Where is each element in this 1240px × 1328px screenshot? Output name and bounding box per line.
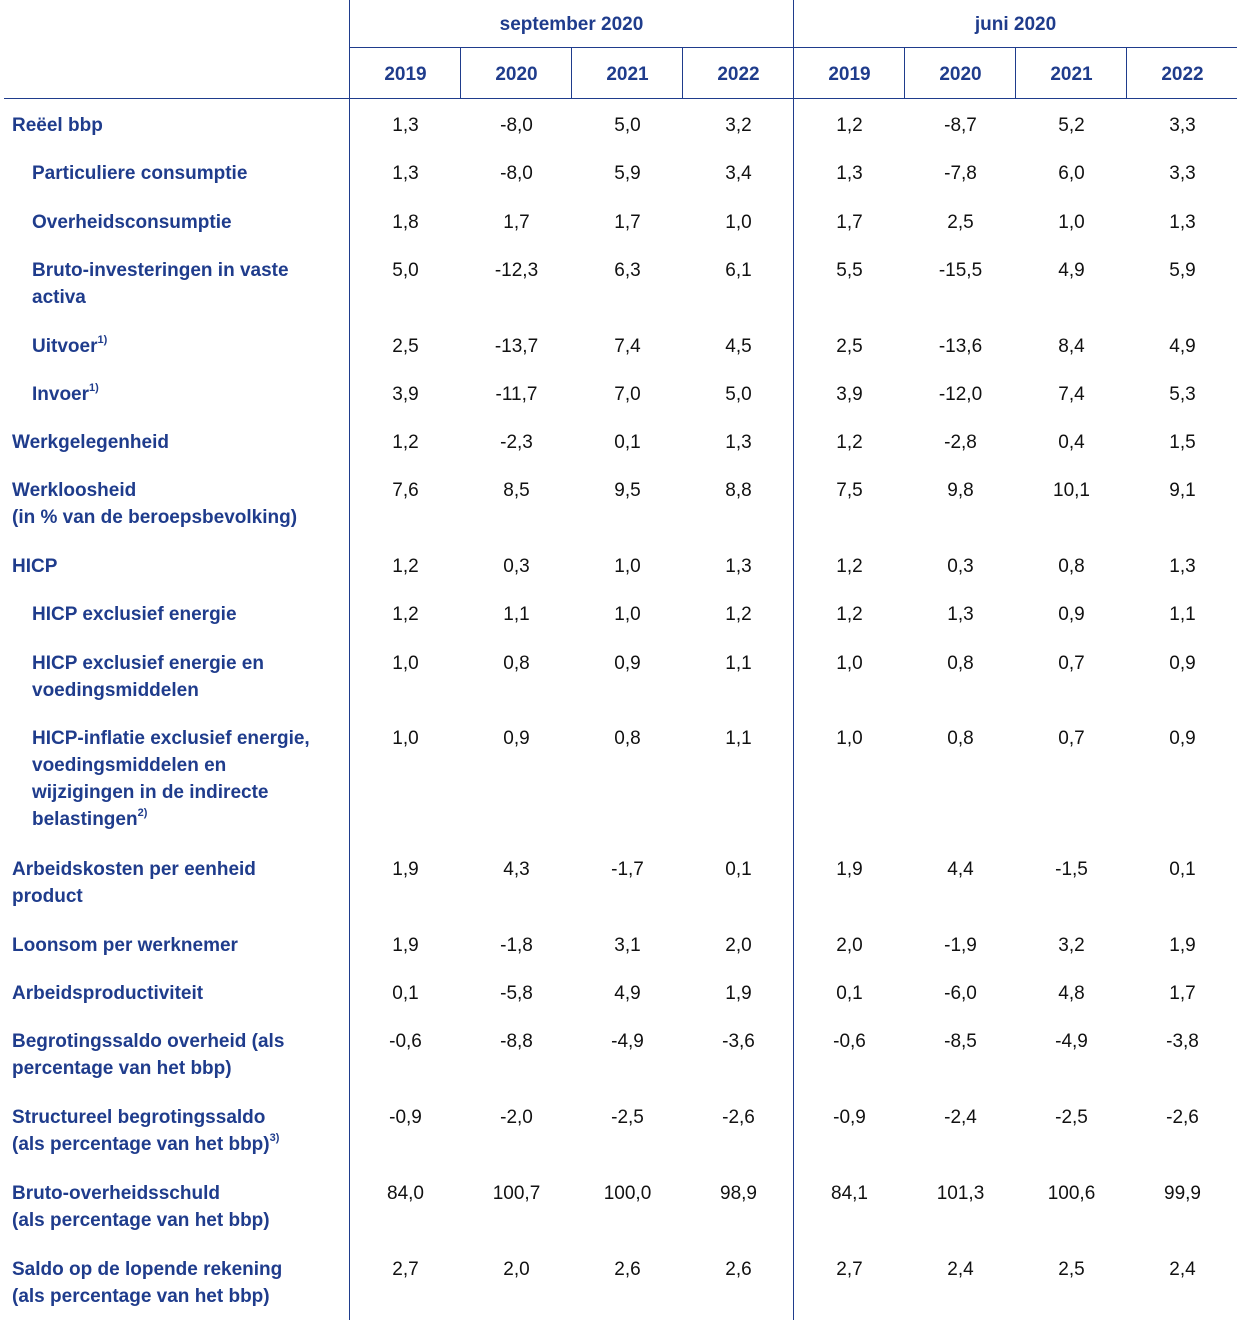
table-cell: 1,0 [392,653,419,674]
row-label: HICP exclusief energie [32,604,237,625]
row-label: Reëel bbp [12,115,103,136]
table-cell: 7,0 [614,384,641,405]
table-cell: 0,3 [503,556,530,577]
table-cell: -2,3 [500,432,533,453]
table-cell: 0,8 [503,653,530,674]
table-cell: 5,9 [614,163,641,184]
table-cell: 4,9 [614,983,641,1004]
table-cell: 1,3 [392,115,419,136]
table-cell: 1,3 [947,604,974,625]
table-cell: -12,0 [938,384,983,405]
table-cell: 0,1 [725,859,752,880]
table-cell: 1,0 [614,556,641,577]
table-cell: 1,1 [725,728,752,749]
table-cell: -4,9 [611,1031,644,1052]
table-cell: -6,0 [944,983,977,1004]
table-cell: 0,4 [1058,432,1085,453]
row-label: HICP exclusief energie en voedingsmiddelen [32,653,264,701]
row-label: HICP [12,556,58,577]
table-cell: 2,0 [725,935,752,956]
table-cell: 3,1 [614,935,641,956]
table-cell: 1,9 [836,859,863,880]
table-cell: 3,9 [836,384,863,405]
table-cell: -12,3 [494,260,539,281]
footnote-marker: 2) [137,806,148,819]
group-header-september-2020: september 2020 [499,14,644,35]
table-cell: 7,4 [1058,384,1085,405]
table-cell: 0,9 [1058,604,1085,625]
table-cell: 5,5 [836,260,863,281]
table-cell: 3,2 [725,115,752,136]
table-cell: 5,0 [392,260,419,281]
table-cell: -2,6 [1166,1107,1199,1128]
year-header: 2022 [1161,64,1204,85]
header-bottom-rule [4,98,1237,99]
row-label: Particuliere consumptie [32,163,248,184]
table-cell: 0,8 [614,728,641,749]
table-cell: 1,9 [392,935,419,956]
table-cell: 0,8 [947,653,974,674]
table-cell: 2,5 [836,336,863,357]
table-cell: 1,2 [392,556,419,577]
table-cell: 5,0 [614,115,641,136]
table-cell: 1,3 [1169,556,1196,577]
year-header: 2019 [828,64,871,85]
table-cell: 1,8 [392,212,419,233]
table-cell: 1,3 [725,556,752,577]
table-cell: -2,0 [500,1107,533,1128]
table-cell: 1,7 [836,212,863,233]
table-cell: -2,4 [944,1107,977,1128]
table-cell: -2,5 [1055,1107,1088,1128]
row-label: Werkgelegenheid [12,432,169,453]
table-cell: 2,6 [725,1259,752,1280]
table-cell: 3,3 [1169,115,1196,136]
row-label: Arbeidsproductiviteit [12,983,204,1004]
table-cell: 2,0 [836,935,863,956]
table-cell: 100,0 [603,1183,652,1204]
table-cell: 1,0 [614,604,641,625]
footnote-marker: 3) [269,1131,280,1144]
table-cell: 0,9 [1169,728,1196,749]
table-cell: 2,7 [392,1259,419,1280]
table-cell: 6,1 [725,260,752,281]
table-cell: -13,6 [938,336,983,357]
table-cell: 1,2 [836,432,863,453]
row-label: HICP-inflatie exclusief energie, voedingsmiddelen en wijzigingen in de indirecte belastingen$^{2)}$ [32,728,310,830]
table-cell: 1,3 [392,163,419,184]
table-cell: -8,0 [500,115,533,136]
table-cell: 0,8 [947,728,974,749]
table-cell: 2,6 [614,1259,641,1280]
table-cell: 5,9 [1169,260,1196,281]
table-cell: 7,5 [836,480,863,501]
year-header: 2021 [606,64,649,85]
table-cell: 10,1 [1053,480,1090,501]
table-cell: -4,9 [1055,1031,1088,1052]
table-cell: 5,2 [1058,115,1085,136]
table-cell: 100,7 [492,1183,541,1204]
table-cell: 1,3 [725,432,752,453]
row-label: Begrotingssaldo overheid (als percentage van het bbp) [12,1031,285,1079]
table-cell: 1,7 [614,212,641,233]
table-cell: 0,7 [1058,728,1085,749]
row-label: Bruto-overheidsschuld (als percentage van het bbp) [12,1183,270,1231]
table-cell: 0,9 [1169,653,1196,674]
table-cell: 1,7 [503,212,530,233]
table-cell: 5,3 [1169,384,1196,405]
table-cell: 1,2 [392,604,419,625]
row-label: Bruto-investeringen in vaste activa [32,260,289,308]
row-label: Werkloosheid (in % van de beroepsbevolking) [12,480,298,528]
table-cell: -0,9 [389,1107,422,1128]
table-cell: 1,2 [392,432,419,453]
table-cell: -5,8 [500,983,533,1004]
table-cell: 84,0 [387,1183,424,1204]
table-cell: 1,2 [836,604,863,625]
table-cell: 4,3 [503,859,530,880]
row-label: Arbeidskosten per eenheid product [12,859,256,907]
table-cell: 6,3 [614,260,641,281]
table-cell: 2,0 [503,1259,530,1280]
table-cell: 1,3 [836,163,863,184]
table-cell: 1,9 [1169,935,1196,956]
table-cell: -3,8 [1166,1031,1199,1052]
table-cell: 1,9 [392,859,419,880]
table-cell: 0,1 [614,432,641,453]
table-cell: 0,1 [392,983,419,1004]
table-cell: -2,8 [944,432,977,453]
table-cell: 3,2 [1058,935,1085,956]
year-header: 2021 [1050,64,1093,85]
table-cell: 1,0 [836,653,863,674]
table-cell: -8,0 [500,163,533,184]
table-cell: 2,5 [392,336,419,357]
table-cell: -1,7 [611,859,644,880]
table-cell: 0,7 [1058,653,1085,674]
table-cell: 1,9 [725,983,752,1004]
table-cell: 1,0 [836,728,863,749]
table-cell: 1,5 [1169,432,1196,453]
table-cell: 1,2 [725,604,752,625]
table-cell: 0,1 [1169,859,1196,880]
table-cell: 4,4 [947,859,974,880]
year-header: 2020 [495,64,538,85]
year-header: 2019 [384,64,427,85]
group-header-juni-2020: juni 2020 [974,14,1057,35]
table-cell: 9,1 [1169,480,1196,501]
table-cell: 7,4 [614,336,641,357]
table-cell: 6,0 [1058,163,1085,184]
table-cell: 4,5 [725,336,752,357]
table-cell: 1,3 [1169,212,1196,233]
row-label: Uitvoer$^{1)}$ [32,333,108,357]
table-cell: -13,7 [494,336,539,357]
table-cell: 8,8 [725,480,752,501]
table-cell: 99,9 [1164,1183,1201,1204]
table-cell: 2,5 [1058,1259,1085,1280]
table-cell: -1,9 [944,935,977,956]
table-cell: 1,0 [392,728,419,749]
row-label: Saldo op de lopende rekening (als percentage van het bbp) [12,1259,283,1307]
table-cell: 1,1 [503,604,530,625]
group-header-rule [349,47,1237,48]
table-cell: -15,5 [938,260,983,281]
row-label: Overheidsconsumptie [32,212,232,233]
table-cell: -3,6 [722,1031,755,1052]
table-cell: 0,9 [614,653,641,674]
table-cell: 5,0 [725,384,752,405]
table-cell: 2,4 [947,1259,974,1280]
table-cell: 1,2 [836,556,863,577]
table-cell: 0,8 [1058,556,1085,577]
table-cell: -2,6 [722,1107,755,1128]
table-cell: 1,1 [725,653,752,674]
table-cell: 3,4 [725,163,752,184]
table-cell: 4,9 [1058,260,1085,281]
table-cell: -7,8 [944,163,977,184]
table-cell: 1,0 [1058,212,1085,233]
table-cell: 2,4 [1169,1259,1196,1280]
table-cell: 0,9 [503,728,530,749]
table-cell: -8,5 [944,1031,977,1052]
table-cell: 4,9 [1169,336,1196,357]
table-cell: 8,5 [503,480,530,501]
table-cell: -0,6 [389,1031,422,1052]
year-header: 2022 [717,64,760,85]
table-cell: -1,8 [500,935,533,956]
table-cell: 1,7 [1169,983,1196,1004]
table-cell: 2,5 [947,212,974,233]
table-cell: -1,5 [1055,859,1088,880]
table-cell: 7,6 [392,480,419,501]
table-cell: 1,0 [725,212,752,233]
table-cell: 3,3 [1169,163,1196,184]
table-cell: 100,6 [1047,1183,1096,1204]
footnote-marker: 1) [89,381,99,394]
table-cell: 4,8 [1058,983,1085,1004]
table-cell: 1,1 [1169,604,1196,625]
row-label: Structureel begrotingssaldo (als percentage van het bbp)$^{3)}$ [12,1107,280,1155]
table-cell: -8,7 [944,115,977,136]
table-cell: 9,8 [947,480,974,501]
table-cell: 8,4 [1058,336,1085,357]
table-cell: -2,5 [611,1107,644,1128]
table-cell: 1,2 [836,115,863,136]
table-cell: 101,3 [936,1183,985,1204]
table-cell: 84,1 [831,1183,868,1204]
table-cell: -0,9 [833,1107,866,1128]
table-cell: 2,7 [836,1259,863,1280]
row-label: Invoer$^{1)}$ [32,381,99,405]
table-cell: -11,7 [495,384,538,405]
table-cell: 9,5 [614,480,641,501]
table-cell: 98,9 [720,1183,757,1204]
table-cell: -0,6 [833,1031,866,1052]
row-label: Loonsom per werknemer [12,935,238,956]
year-header: 2020 [939,64,982,85]
table-cell: -8,8 [500,1031,533,1052]
footnote-marker: 1) [97,333,108,346]
table-cell: 0,3 [947,556,974,577]
table-cell: 0,1 [836,983,863,1004]
table-cell: 3,9 [392,384,419,405]
